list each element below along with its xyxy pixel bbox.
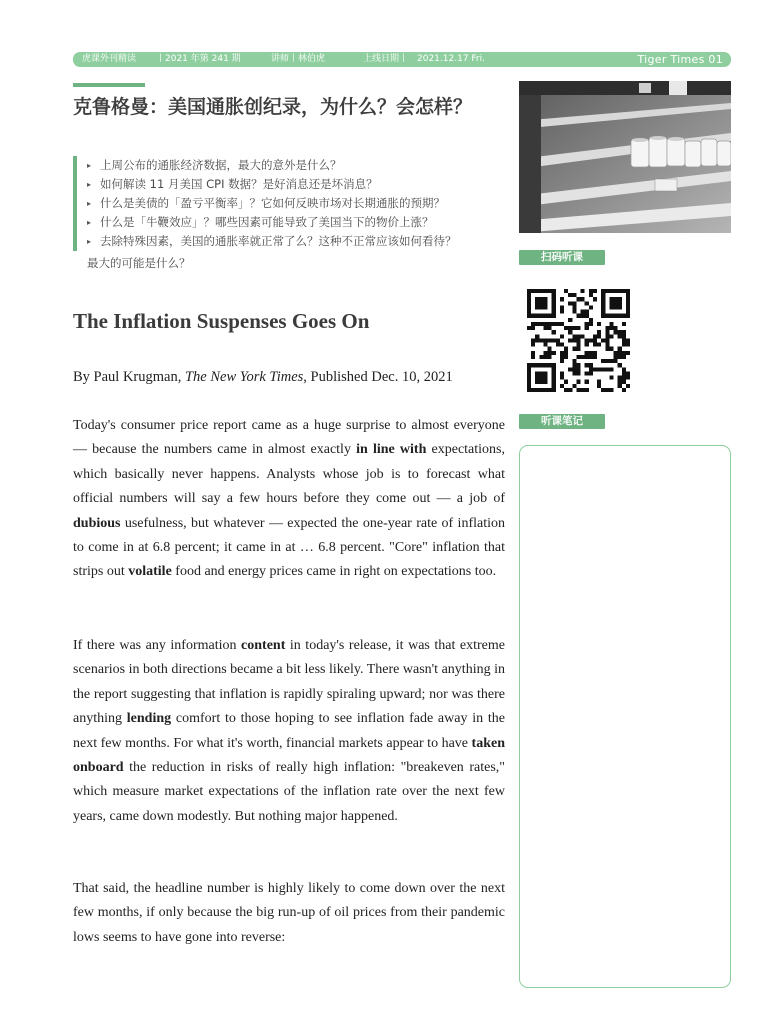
paragraph-text: Today's consumer price report came as a huge surprise to almost everyone — because the numbers came in almost exactly [73, 418, 505, 458]
paragraph-text: usefulness, but whatever — expected the one-year rate of inflation to come in at 6.8 percent; it came in at … 6.8 percent. "Core" inflation that strips out [73, 515, 505, 580]
separator: 丨 [156, 54, 166, 64]
date-label: 上线日期丨 [363, 54, 409, 64]
title-accent-bar [73, 83, 145, 87]
issue-number: 2021 年第 241 期 [165, 54, 241, 64]
brand-name: Tiger Times 01 [637, 53, 723, 66]
question-list [73, 156, 517, 251]
vocab-highlight: taken onboard [73, 735, 505, 776]
series-name: 虎课外刊精读 [82, 54, 137, 64]
byline [73, 369, 453, 386]
vocab-highlight: content [241, 638, 286, 653]
paragraph-2 [73, 634, 505, 829]
notes-box[interactable] [519, 445, 731, 988]
scan-to-listen-label: 扫码听课 [519, 250, 605, 265]
chinese-title: 克鲁格曼：美国通胀创纪录，为什么？会怎样？ [73, 96, 473, 118]
list-item: ▸ 上周公布的通胀经济数据，最大的意外是什么？ [87, 156, 517, 175]
byline-author: By Paul Krugman, [73, 369, 185, 385]
paragraph-text: expectations, which basically never happens. Analysts whose job is to forecast what official numbers will say a few hours before they come out — a job of [73, 442, 505, 507]
vocab-highlight: dubious [73, 515, 121, 531]
list-item: ▸ 如何解读 11 月美国 CPI 数据？是好消息还是坏消息？ [87, 175, 517, 194]
release-date: 2021.12.17 Fri. [417, 54, 485, 64]
publication-name: The New York Times [184, 369, 304, 385]
paragraph-text: food and energy prices came in right on expectations too. [171, 564, 497, 580]
paragraph-text: comfort to those hoping to see inflation fade away in the next few months. For what it's worth, financial markets appear to have [73, 711, 505, 751]
article-title: The Inflation Suspenses Goes On [73, 309, 370, 333]
vocab-highlight: volatile [128, 564, 172, 580]
paragraph-1 [73, 414, 505, 585]
lecture-notes-label: 听课笔记 [519, 414, 605, 429]
qr-code[interactable] [524, 289, 633, 392]
vocab-highlight: in line with [356, 442, 427, 458]
empty-shelves-photo [519, 81, 731, 233]
lecturer: 讲师丨林伯虎 [271, 54, 326, 64]
vocab-highlight: lending [126, 711, 172, 727]
paragraph-text: the reduction in risks of really high inflation: "breakeven rates," which measure market expectations of the inflation rate over the next few years, came down modestly. But nothing major happened. [73, 760, 505, 824]
paragraph-3: That said, the headline number is highly likely to come down over the next few months, if only because the big run-up of oil prices from their pandemic lows seems to have gone into reverse: [73, 881, 505, 945]
header-bar [73, 52, 731, 67]
list-item: ▸ 什么是美债的「盈亏平衡率」？它如何反映市场对长期通胀的预期？ [87, 194, 517, 213]
question-continuation: 最大的可能是什么？ [87, 256, 191, 270]
paragraph-text: in today's release, it was that extreme scenarios in both directions became a bit less likely. There wasn't anything in the report suggesting that inflation is rapidly spiraling upward; nor was there anything [73, 638, 505, 727]
byline-date: , Published Dec. 10, 2021 [303, 369, 453, 385]
paragraph-text: If there was any information [73, 638, 242, 653]
list-item: ▸ 什么是「牛鞭效应」？哪些因素可能导致了美国当下的物价上涨？ [87, 213, 517, 232]
list-item: ▸ 去除特殊因素，美国的通胀率就正常了么？这种不正常应该如何看待？ [87, 232, 517, 251]
